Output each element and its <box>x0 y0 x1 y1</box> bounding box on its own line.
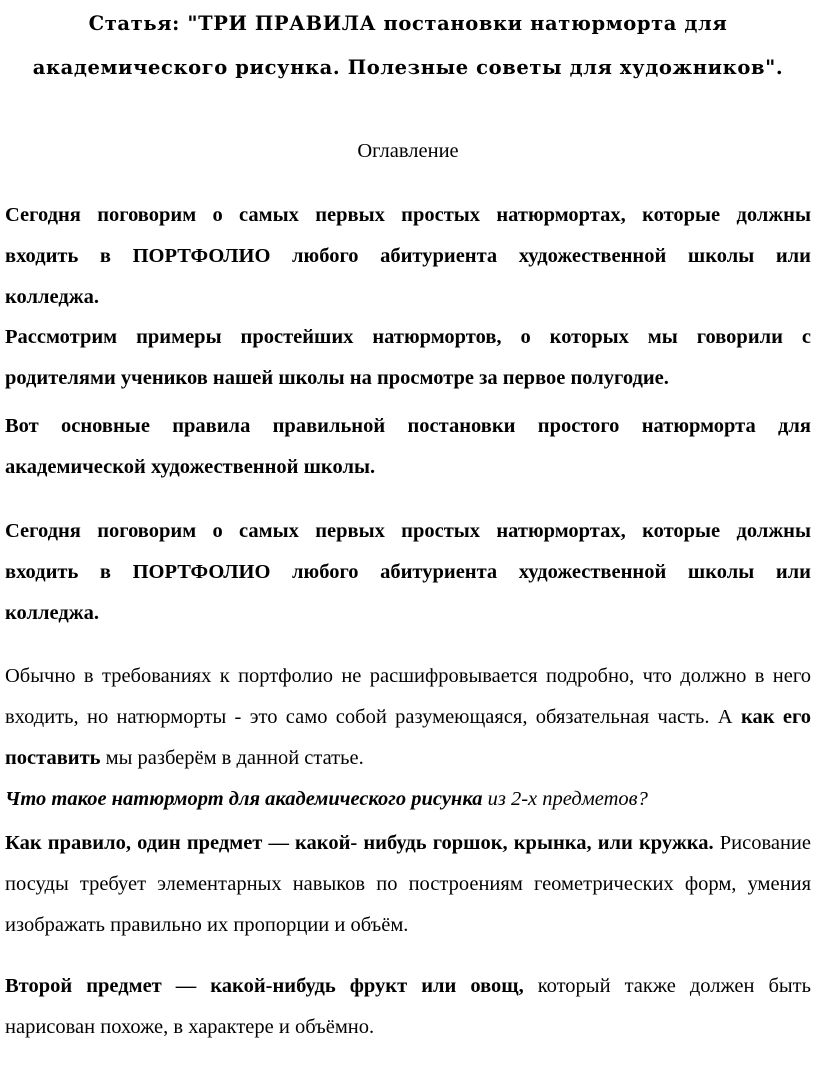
intro-paragraph-4: Сегодня поговорим о самых первых простых натюрмортах, которые должны входить в ПОРТФОЛИО любого абитуриента художественной школы или колледжа. <box>5 520 811 624</box>
body-paragraph-first-object-text: Рисование посуды требует элементарных навыков по построениям геометрических форм, умения изображать правильно их пропорции и объём. <box>5 832 811 936</box>
table-of-contents-label: Оглавление <box>357 140 459 162</box>
section-question <box>5 779 811 820</box>
body-paragraph-portfolio-emphasis: как его поставить <box>5 706 811 769</box>
body-paragraph-second-object-emphasis: Второй предмет — какой-нибудь фрукт или овощ, <box>5 975 524 997</box>
body-paragraph-first-object <box>5 823 811 946</box>
body-paragraph-second-object <box>5 966 811 1048</box>
article-title: Статья: "ТРИ ПРАВИЛА постановки натюрморта для академического рисунка. Полезные советы для художников". <box>32 12 784 79</box>
body-paragraph-portfolio-tail: мы разберём в данной статье. <box>100 747 364 769</box>
body-paragraph-second-object-text: который также должен быть нарисован похоже, в характере и объёмно. <box>5 975 811 1038</box>
body-paragraph-first-object-emphasis: Как правило, один предмет — какой- нибудь горшок, крынка, или кружка. <box>5 832 714 854</box>
body-paragraph-portfolio <box>5 656 811 779</box>
section-question-tail: из 2-х предметов? <box>482 788 648 810</box>
intro-paragraph-1: Сегодня поговорим о самых первых простых натюрмортах, которые должны входить в ПОРТФОЛИО любого абитуриента художественной школы или колледжа. <box>5 204 811 308</box>
intro-paragraph-2: Рассмотрим примеры простейших натюрмортов, о которых мы говорили с родителями учеников нашей школы на просмотре за первое полугодие. <box>5 326 811 389</box>
intro-paragraph-3: Вот основные правила правильной постановки простого натюрморта для академической художественной школы. <box>5 415 811 478</box>
body-paragraph-portfolio-text: Обычно в требованиях к портфолио не расшифровывается подробно, что должно в него входить, но натюрморты - это само собой разумеющаяся, обязательная часть. А <box>5 665 811 728</box>
section-question-emphasis: Что такое натюрморт для академического рисунка <box>5 788 483 810</box>
